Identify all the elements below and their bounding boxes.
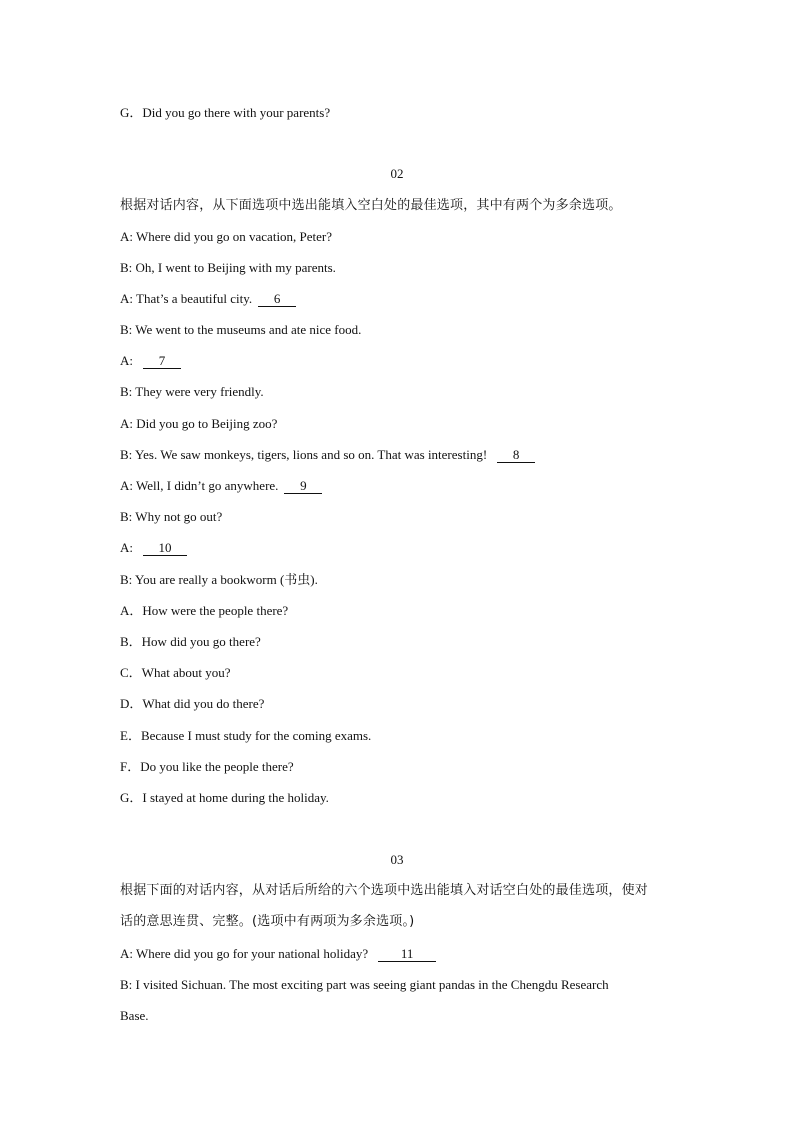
option-g: G．I stayed at home during the holiday. [120,790,329,805]
section-number-03: 03 [390,852,404,867]
option-a: A．How were the people there? [120,603,289,618]
blank-10: 10 [143,541,187,556]
option-e: E．Because I must study for the coming exams. [120,728,372,743]
dialogue-line: B: You are really a bookworm (书虫). [120,572,318,587]
section2-instruction: 根据对话内容，从下面选项中选出能填入空白处的最佳选项，其中有两个为多余选项。 [120,198,622,213]
dialogue-line: B: Yes. We saw monkeys, tigers, lions and so on. That was interesting! 8 [120,447,535,463]
dialogue-line: B: They were very friendly. [120,384,264,399]
dialogue-line: A: Where did you go on vacation, Peter? [120,229,333,244]
dialogue-line: B: Oh, I went to Beijing with my parents. [120,260,336,275]
blank-9: 9 [284,479,322,494]
option-g-prev-section: G．Did you go there with your parents? [120,105,331,120]
dialogue-line: A: Well, I didn’t go anywhere. 9 [120,478,322,494]
dialogue-line: A: Where did you go for your national holiday? 11 [120,946,436,962]
blank-6: 6 [258,292,296,307]
section-number-02: 02 [390,166,404,181]
dialogue-line: B: Why not go out? [120,509,223,524]
option-c: C．What about you? [120,665,231,680]
dialogue-line: B: I visited Sichuan. The most exciting part was seeing giant pandas in the Chengdu Research [120,977,609,992]
option-d: D．What did you do there? [120,696,265,711]
dialogue-line: B: We went to the museums and ate nice food. [120,322,362,337]
blank-8: 8 [497,448,535,463]
section3-instruction-line2: 话的意思连贯、完整。(选项中有两项为多余选项。) [120,914,415,929]
option-f: F．Do you like the people there? [120,759,294,774]
dialogue-line: Base. [120,1008,149,1023]
dialogue-line: A: 7 [120,353,181,369]
option-b: B．How did you go there? [120,634,261,649]
blank-7: 7 [143,354,181,369]
dialogue-line: A: 10 [120,540,187,556]
dialogue-line: A: That’s a beautiful city. 6 [120,291,296,307]
blank-11: 11 [378,947,436,962]
section3-instruction-line1: 根据下面的对话内容，从对话后所给的六个选项中选出能填入对话空白处的最佳选项，使对 [120,883,649,898]
dialogue-line: A: Did you go to Beijing zoo? [120,416,278,431]
